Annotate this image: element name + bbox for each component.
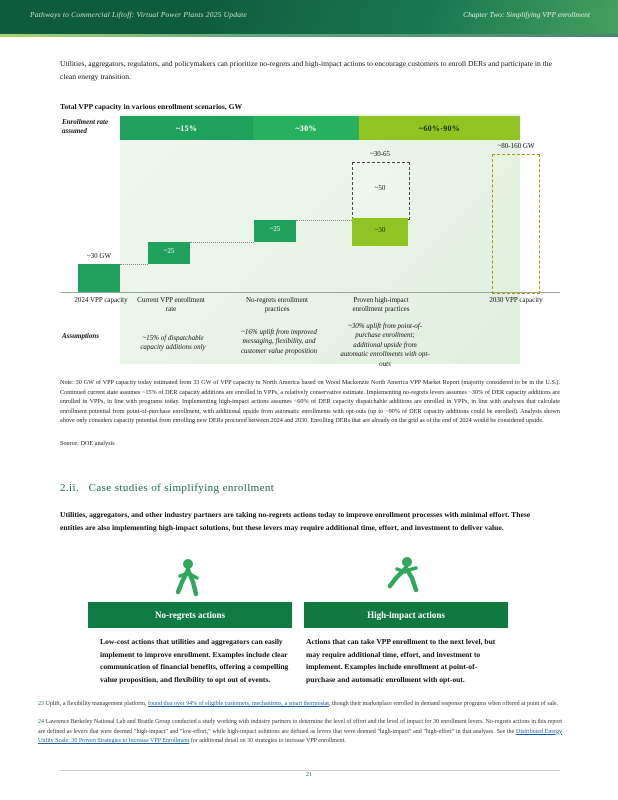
footnote-23-link[interactable]: found that over 94% of eligible customers, mechanisms, a smart thermostat [147, 701, 329, 707]
footnote-24-number: 24 [38, 719, 44, 725]
bar-2024-capacity [78, 264, 120, 292]
connector-2 [190, 242, 254, 243]
assumption-0: ~15% of dispatchable capacity additions only [140, 334, 206, 352]
intro-paragraph: Utilities, aggregators, regulators, and policymakers can prioritize no-regrets and high-impact actions to encourage customers to enroll DERs and participate in the clean energy transition. [60, 59, 552, 81]
category-label-1: Current VPP enrollment rate [137, 296, 205, 314]
figure-note: Note: 30 GW of VPP capacity today estimated from 33 GW of VPP capacity in North America based on Wood Mackenzie North America VPP Market Report (majority considered to be in the U.S.). Continued current state assumes ~15% of DER capacity additions are enrolled in VPPs, a relatively conservative estimate. Implementing no-regrets levers assumes ~30% of DER capacity additions are enrolled in VPPs, in line with programs today. Implementing high-impact actions assumes ~60% of DER capacity dispatchable additions are enrolled in VPPs, in line with analyses that calculate enrollment potential from point-of-purchase enrollment, with additional upside from automatic enrollments with opt-outs (up to ~90% of DER capacity additions could be enrolled). Analysis shown above only considers capacity potential from enrolling new DERs procured between 2024 and 2030. Enrolling DERs that are already on the grid as of the end of 2024 would be considered upside. [60, 379, 560, 425]
header-chapter-title: Chapter Two: Simplifying VPP enrollment [463, 10, 590, 19]
running-person-icon [384, 556, 424, 598]
connector-3 [296, 220, 352, 221]
chart-plot-background [120, 114, 520, 364]
walking-person-icon [168, 558, 208, 600]
card-title-no-regrets: No-regrets actions [88, 602, 292, 628]
enrollment-rate-segment-3: ~60%-90% [359, 116, 520, 140]
page-number: 21 [306, 772, 312, 778]
assumption-2: ~30% uplift from point-of-purchase enrollment; additional upside from automatic enrollments with opt-outs [340, 322, 430, 368]
bar-2030-capacity [492, 154, 540, 294]
vpp-capacity-chart [60, 114, 560, 368]
enrollment-rate-segment-1: ~15% [120, 116, 253, 140]
section-body: Utilities, aggregators, and other industry partners are taking no-regrets actions today to improve enrollment processes with minimal effort. These entities are also implementing high-impact solutions, but these levers may require additional time, effort, and investment to deliver value. [60, 510, 531, 533]
footnote-24 [38, 718, 562, 747]
enrollment-rate-band [120, 116, 520, 140]
chart-baseline-axis [60, 292, 560, 293]
connector-1 [120, 264, 148, 265]
bar-label-2024-capacity: ~30 GW [86, 252, 112, 260]
section-heading [60, 482, 274, 494]
enrollment-rate-row-label: Enrollment rate assumed [62, 118, 109, 136]
bar-label-no-regrets: ~25 [269, 225, 281, 233]
footer-divider [60, 770, 560, 771]
bar-label-2030-capacity: ~80-160 GW [497, 142, 535, 150]
category-label-0: 2024 VPP capacity [74, 296, 128, 304]
footnote-24-link[interactable]: Distributed Energy Utility Scale: 30 Proven Strategies to Increase VPP Enrollment [38, 728, 562, 745]
card-title-high-impact: High-impact actions [304, 602, 508, 628]
assumption-1: ~16% uplift from improved messaging, flexibility, and customer value proposition [240, 328, 318, 355]
upside-range-label: ~30-65 [369, 150, 391, 158]
category-label-3: Proven high-impact enrollment practices [352, 296, 410, 314]
card-body-high-impact: Actions that can take VPP enrollment to the next level, but may require additional time, effort, and investment to implement. Examples include enrollment at point-of-purchase and automatic enrollment with opt-out. [306, 637, 496, 684]
category-label-4: 2030 VPP capacity [489, 296, 543, 304]
header-accent-rule [0, 34, 618, 37]
bar-label-current-enrollment: ~25 [163, 247, 175, 255]
assumptions-row-label: Assumptions [62, 332, 99, 340]
card-body-no-regrets: Low-cost actions that utilities and aggregators can easily implement to improve enrollment. Examples include clear communication of financial benefits, offering a compelling value proposition, and flexibility to opt out of events. [100, 637, 289, 684]
section-number: 2.ii. [60, 482, 80, 494]
footnote-23 [38, 700, 562, 710]
section-title: Case studies of simplifying enrollment [88, 482, 275, 494]
upside-midpoint-label: ~50 [374, 184, 386, 192]
footnote-23-number: 23 [38, 701, 44, 707]
enrollment-rate-segment-2: ~30% [253, 116, 359, 140]
header-report-title: Pathways to Commercial Liftoff: Virtual Power Plants 2025 Update [30, 10, 247, 19]
footnote-23-text-before: Uplift, a flexibility management platform, [45, 701, 148, 707]
footnote-24-text-after: for additional detail on 30 strategies to increase VPP enrollment. [189, 738, 346, 745]
category-label-2: No-regrets enrollment practices [245, 296, 308, 314]
figure-title: Total VPP capacity in various enrollment scenarios, GW [60, 102, 243, 111]
footnote-23-text-after: , though their marketplace enrolled in demand response programs when offered at point of sale. [328, 701, 559, 707]
page-header [0, 0, 618, 34]
footnote-24-text-before: Lawrence Berkeley National Lab and Brattle Group conducted a study working with industry partners to determine the level of effort and the level of impact for 30 enrollment levers. No-regrets actions in this report are defined as levers that were deemed "high-impact" and "low-effort," while high-impact solutions are defined as levers that were deemed "high-impact" and "high-effort" in that analyses. See the [38, 719, 562, 735]
bar-label-proven-high-impact: ~30 [374, 226, 386, 234]
figure-source: Source: DOE analysis [60, 440, 115, 447]
